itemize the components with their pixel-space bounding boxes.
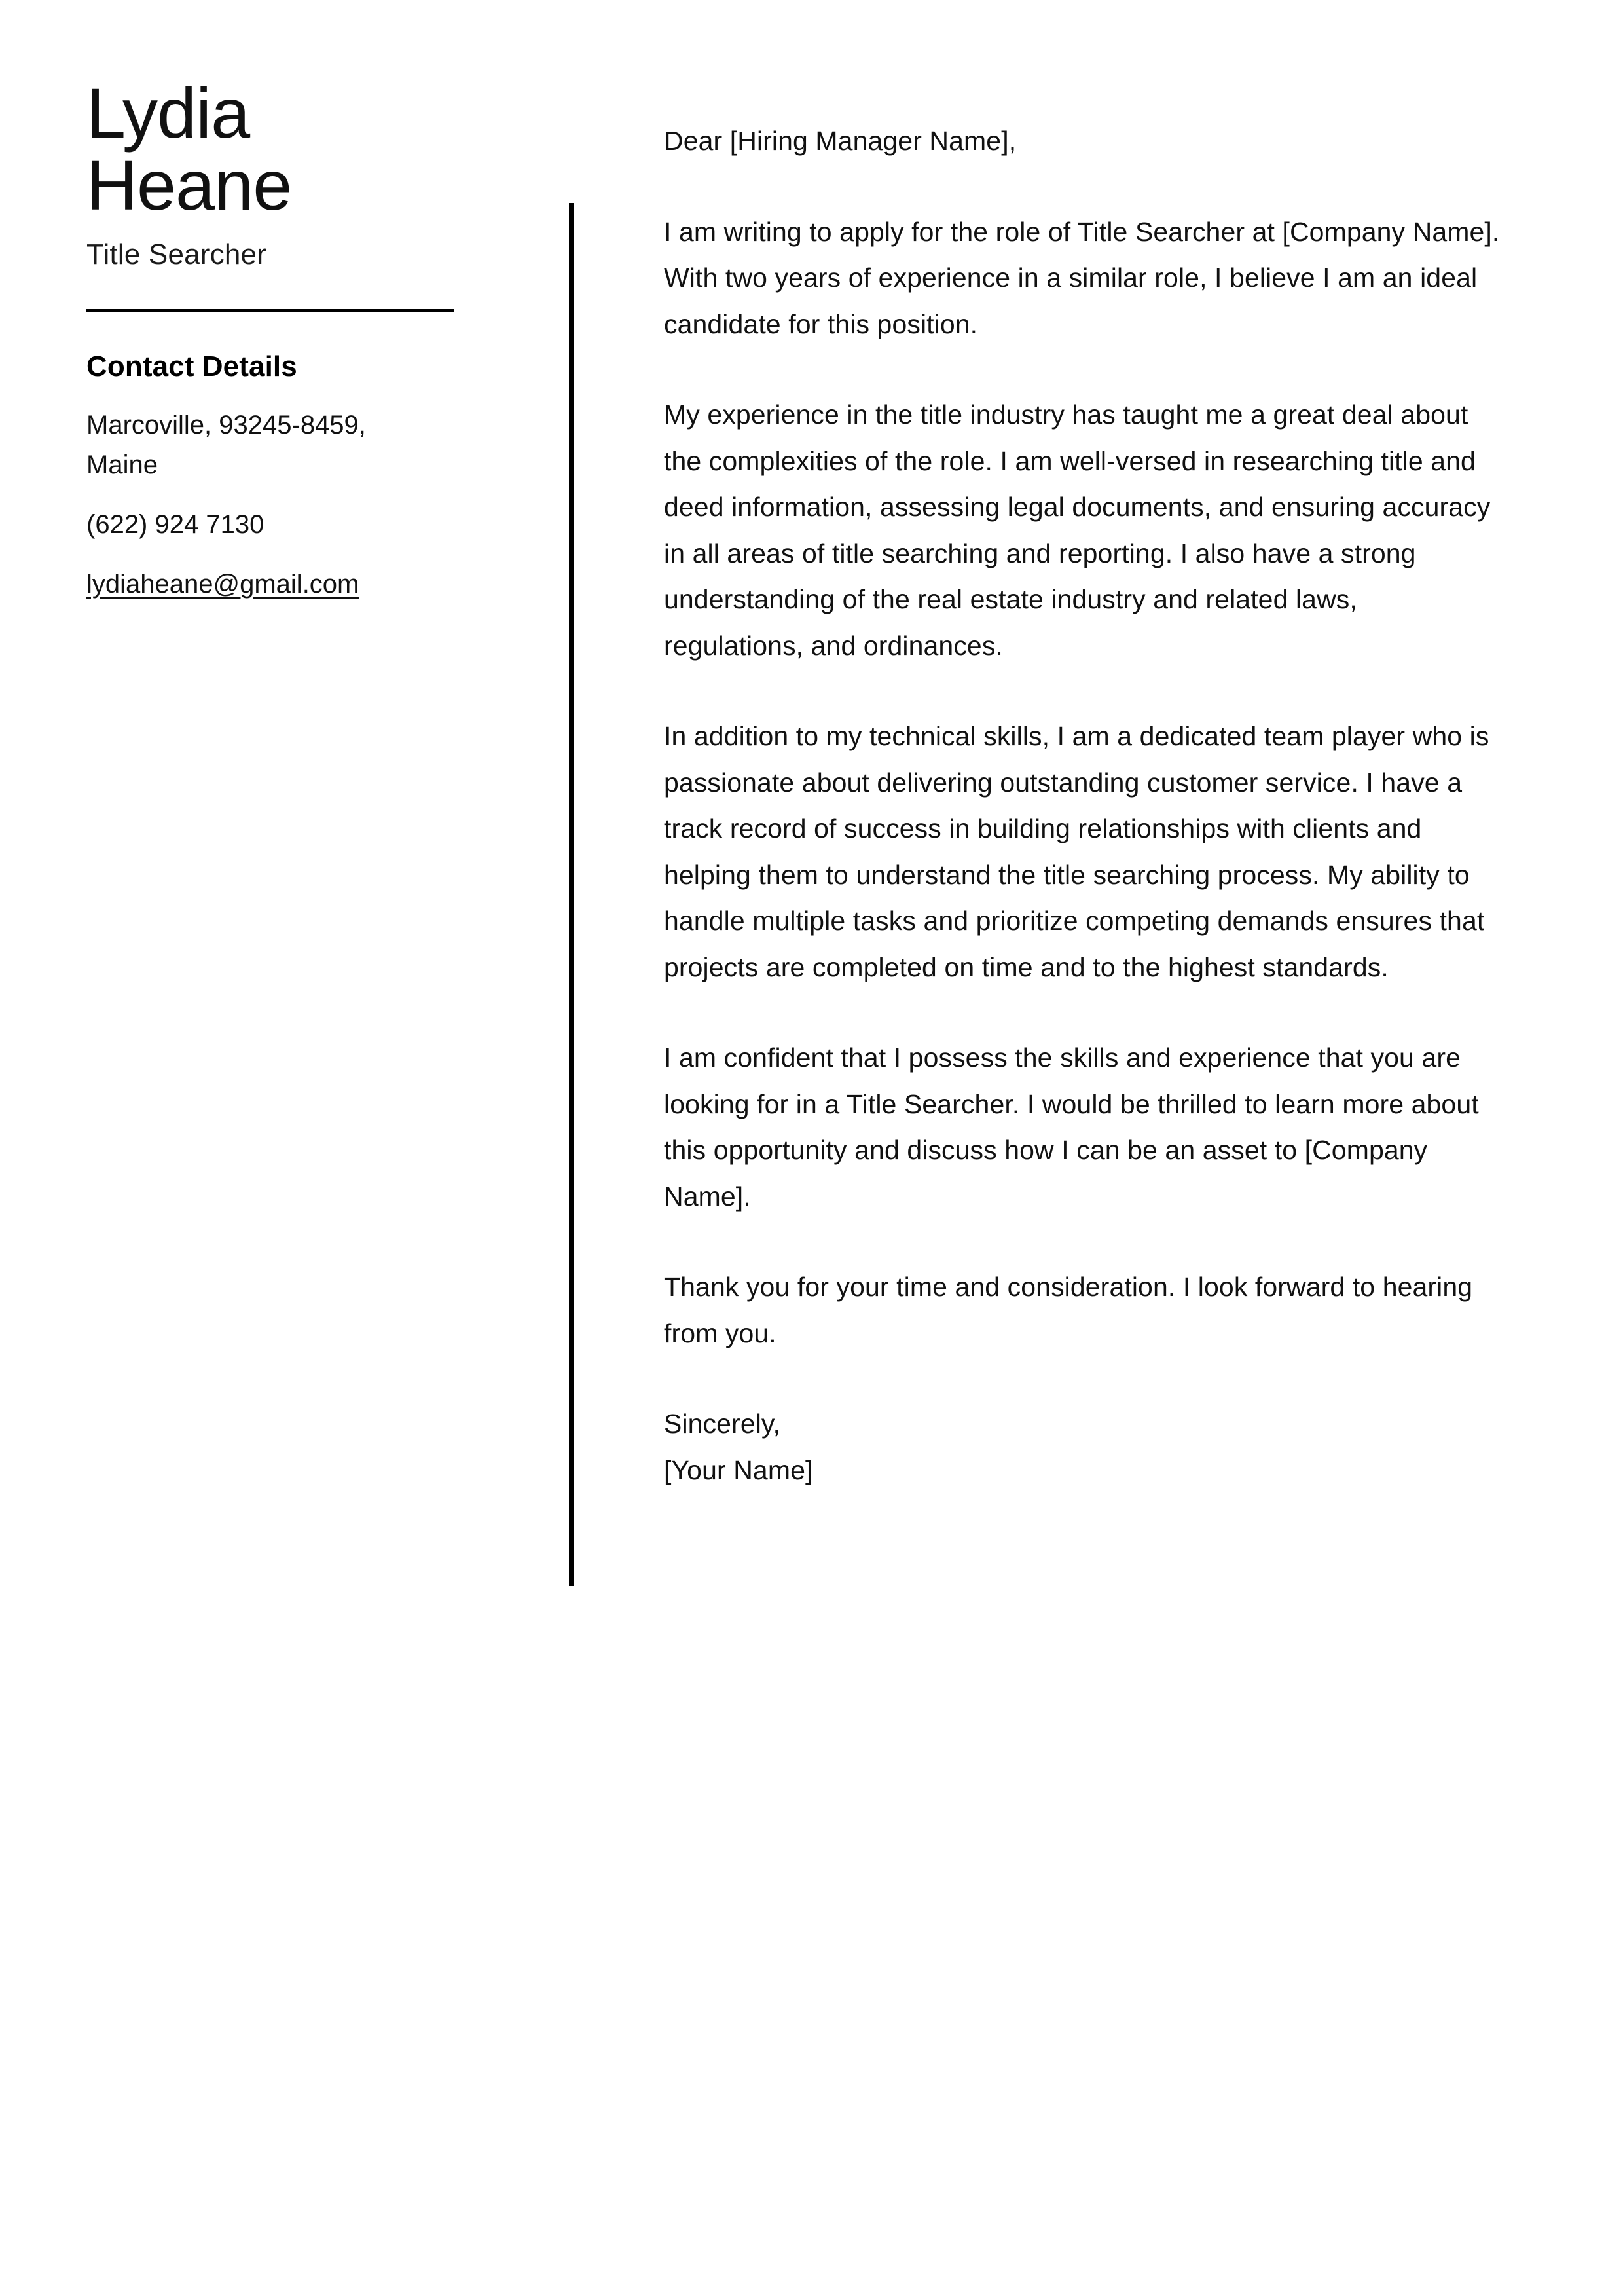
- sidebar-divider-rule: [86, 309, 454, 312]
- contact-phone: (622) 924 7130: [86, 509, 264, 539]
- sidebar: [86, 0, 492, 624]
- letter-paragraph: I am writing to apply for the role of Title Searcher at [Company Name]. With two years of experience in a similar role, I believe I am an ideal candidate for this position.: [664, 216, 1500, 339]
- candidate-job-title: Title Searcher: [86, 238, 267, 271]
- contact-email-link[interactable]: lydiaheane@gmail.com: [86, 569, 359, 599]
- letter-paragraph: In addition to my technical skills, I am a dedicated team player who is passionate about delivering outstanding customer service. I have a track record of success in building relationships with clients and helping them to understand the title searching process. My ability to handle multiple tasks and prioritize competing demands ensures that projects are completed on time and to the highest standards.: [664, 721, 1489, 982]
- contact-address: Marcoville, 93245-8459, Maine: [86, 411, 366, 480]
- contact-details-list: [86, 405, 492, 623]
- contact-details-heading: Contact Details: [86, 350, 297, 383]
- candidate-name: [86, 73, 492, 225]
- letter-paragraph: Thank you for your time and consideration. I look forward to hearing from you.: [664, 1272, 1473, 1348]
- letter-sign-off: [664, 1401, 1502, 1493]
- letter-closing: Sincerely,: [664, 1409, 780, 1439]
- letter-salutation: Dear [Hiring Manager Name],: [664, 126, 1017, 156]
- vertical-divider: [569, 203, 574, 1586]
- letter-signature-name: [Your Name]: [664, 1454, 813, 1485]
- candidate-first-name: Lydia: [86, 73, 250, 153]
- letter-paragraph: I am confident that I possess the skills and experience that you are looking for in a Title Searcher. I would be thrilled to learn more about this opportunity and discuss how I can be an asset to [Company Name].: [664, 1043, 1479, 1212]
- letter-paragraph: My experience in the title industry has taught me a great deal about the complexities of the role. I am well-versed in researching title and deed information, assessing legal documents, and ensuring accuracy in all areas of title searching and reporting. I also have a strong understanding of the real estate industry and related laws, regulations, and ordinances.: [664, 399, 1491, 661]
- candidate-last-name: Heane: [86, 145, 292, 225]
- letter-body: [664, 118, 1502, 1493]
